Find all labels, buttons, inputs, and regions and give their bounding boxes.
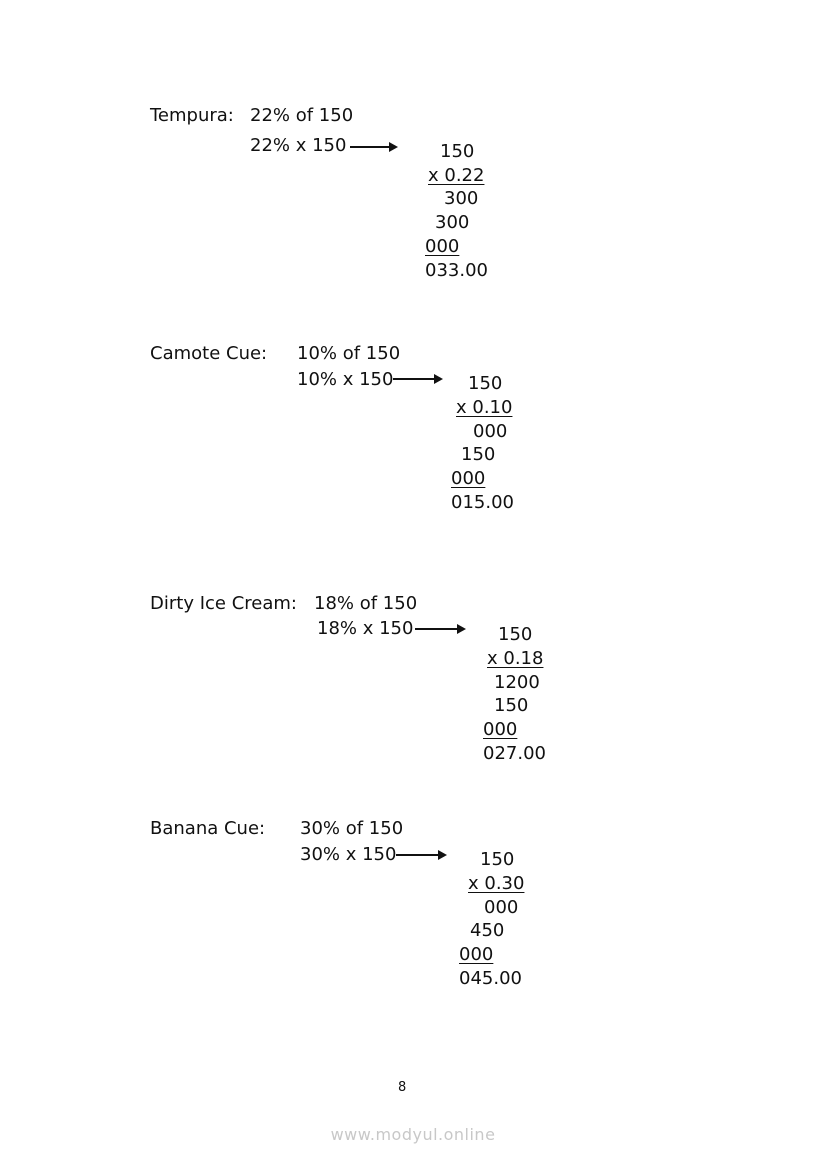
multiplication-expression: 30% x 150 xyxy=(300,844,397,865)
work-multiplier: x 0.30 xyxy=(468,873,525,894)
watermark-text: www.modyul.online xyxy=(330,1125,496,1144)
multiplication-expression: 22% x 150 xyxy=(250,135,347,156)
work-multiplicand: 150 xyxy=(480,849,515,870)
work-multiplicand: 150 xyxy=(498,624,533,645)
percent-of-text: 30% of 150 xyxy=(300,818,404,839)
right-arrow-icon xyxy=(350,142,398,152)
work-multiplier: x 0.10 xyxy=(456,397,513,418)
work-partial-3: 000 xyxy=(483,719,518,740)
work-partial-1: 000 xyxy=(473,421,508,442)
right-arrow-icon xyxy=(396,850,447,860)
work-multiplicand: 150 xyxy=(440,141,475,162)
work-partial-2: 300 xyxy=(435,212,470,233)
percent-of-text: 22% of 150 xyxy=(250,105,354,126)
right-arrow-icon xyxy=(393,374,443,384)
multiplication-expression: 10% x 150 xyxy=(297,369,394,390)
work-result: 015.00 xyxy=(451,492,514,513)
work-result: 027.00 xyxy=(483,743,546,764)
work-multiplier: x 0.18 xyxy=(487,648,544,669)
work-partial-1: 000 xyxy=(484,897,519,918)
item-label: Tempura: xyxy=(150,105,234,126)
work-partial-3: 000 xyxy=(459,944,494,965)
work-multiplicand: 150 xyxy=(468,373,503,394)
item-label: Banana Cue: xyxy=(150,818,266,839)
work-partial-3: 000 xyxy=(425,236,460,257)
percent-of-text: 10% of 150 xyxy=(297,343,401,364)
work-partial-2: 150 xyxy=(494,695,529,716)
work-result: 033.00 xyxy=(425,260,488,281)
page-number: 8 xyxy=(398,1080,407,1095)
percent-of-text: 18% of 150 xyxy=(314,593,418,614)
work-result: 045.00 xyxy=(459,968,522,989)
work-multiplier: x 0.22 xyxy=(428,165,485,186)
work-partial-2: 150 xyxy=(461,444,496,465)
item-label: Dirty Ice Cream: xyxy=(150,593,297,614)
work-partial-1: 1200 xyxy=(494,672,540,693)
work-partial-2: 450 xyxy=(470,920,505,941)
work-partial-3: 000 xyxy=(451,468,486,489)
work-partial-1: 300 xyxy=(444,188,479,209)
item-label: Camote Cue: xyxy=(150,343,268,364)
multiplication-expression: 18% x 150 xyxy=(317,618,414,639)
right-arrow-icon xyxy=(415,624,466,634)
